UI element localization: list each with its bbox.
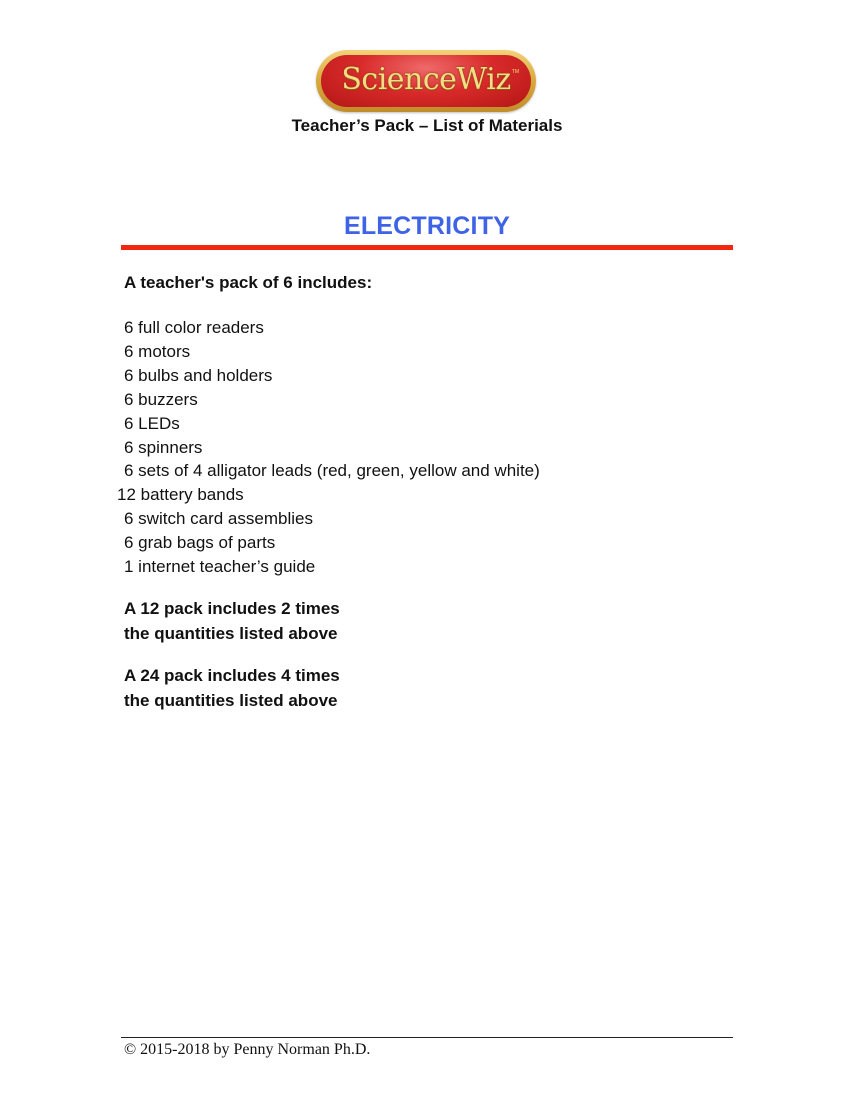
list-item: 6 switch card assemblies — [124, 509, 313, 529]
materials-list — [117, 316, 540, 579]
list-item: 6 LEDs — [124, 413, 180, 433]
note-line: the quantities listed above — [124, 690, 338, 710]
note-line: the quantities listed above — [124, 623, 338, 643]
note-line: A 24 pack includes 4 times — [124, 666, 340, 685]
twelve-pack-note — [124, 597, 340, 646]
sciencewiz-logo — [316, 50, 536, 112]
logo-text: ScienceWiz — [341, 62, 511, 97]
list-item: 6 spinners — [124, 437, 203, 457]
list-item: 6 grab bags of parts — [124, 533, 276, 553]
list-item: 12 battery bands — [117, 485, 244, 505]
pack-intro: A teacher's pack of 6 includes: — [124, 273, 373, 292]
list-item: 6 buzzers — [124, 389, 198, 409]
trademark-mark: TM — [511, 69, 519, 75]
note-line: A 12 pack includes 2 times — [124, 599, 340, 618]
list-item: 6 sets of 4 alligator leads (red, green, yellow and white) — [124, 461, 540, 481]
footer-divider — [121, 1037, 733, 1038]
page-subtitle: Teacher’s Pack – List of Materials — [291, 116, 563, 135]
twentyfour-pack-note — [124, 664, 340, 713]
list-item: 6 bulbs and holders — [124, 365, 273, 385]
copyright-notice: © 2015-2018 by Penny Norman Ph.D. — [124, 1041, 371, 1058]
logo-badge — [321, 55, 531, 107]
list-item: 6 full color readers — [124, 318, 264, 337]
page-title: ELECTRICITY — [343, 212, 511, 240]
list-item: 6 motors — [124, 341, 191, 361]
heading-divider — [121, 245, 733, 250]
list-item: 1 internet teacher’s guide — [124, 557, 316, 577]
